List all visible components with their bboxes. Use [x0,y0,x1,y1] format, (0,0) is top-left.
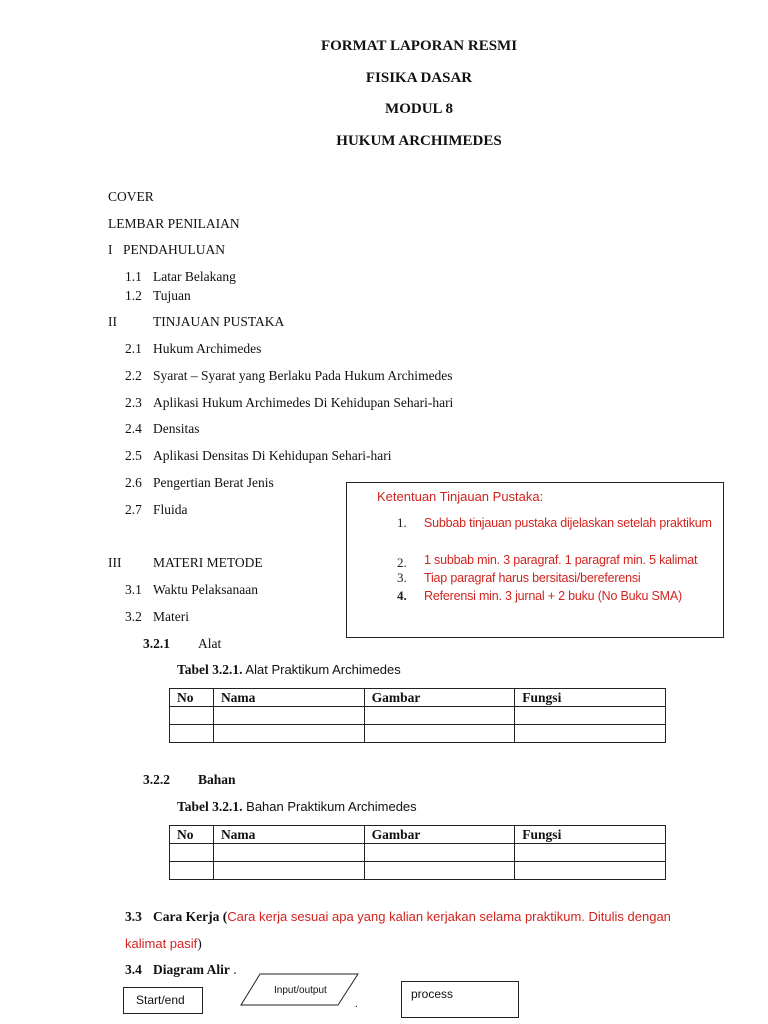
outline-1-1-num: 1.1 [125,269,142,284]
outline-section-3-num: III [108,555,122,570]
outline-2-4-num: 2.4 [125,421,142,436]
table-cell[interactable] [213,862,364,880]
outline-2-7-num: 2.7 [125,502,142,517]
table-header-gambar: Gambar [364,689,515,707]
module-title: MODUL 8 [385,101,453,117]
outline-1-2-label: Tujuan [153,288,191,303]
outline-section-2-label: TINJAUAN PUSTAKA [153,314,285,329]
note-item-number: 4. [397,588,407,603]
outline-3-4-line [153,962,237,978]
outline-2-3-num: 2.3 [125,395,142,410]
note-item-text: Tiap paragraf harus bersitasi/bereferensi [424,571,641,585]
outline-2-5-num: 2.5 [125,448,142,463]
cara-kerja-note-line1: Cara kerja sesuai apa yang kalian kerjakan selama praktikum. Ditulis dengan [227,909,671,924]
table-cell[interactable] [213,844,364,862]
outline-section-2-num: II [108,314,117,329]
flow-input-output-label: Input/output [274,985,327,996]
note-item-text: Referensi min. 3 jurnal + 2 buku (No Buku SMA) [424,589,682,603]
note-item-number: 1. [397,515,407,530]
table-alat [169,688,666,743]
outline-2-6-label: Pengertian Berat Jenis [153,475,274,490]
doc-title: FORMAT LAPORAN RESMI [320,38,518,54]
table-cell[interactable] [515,844,666,862]
table-row [170,862,666,880]
table-header-nama: Nama [213,826,364,844]
outline-3-3-label: Cara Kerja [153,909,220,924]
table-row [170,707,666,725]
outline-2-1-num: 2.1 [125,341,142,356]
table-cell[interactable] [213,725,364,743]
outline-3-2-num: 3.2 [125,609,142,624]
outline-3-3-line2 [125,936,202,952]
outline-2-2-label: Syarat – Syarat yang Berlaku Pada Hukum Archimedes [153,368,453,383]
table-header-row [170,689,666,707]
table-cell[interactable] [364,707,515,725]
table-header-no: No [170,826,214,844]
table-alat-caption [177,662,401,678]
table-cell[interactable] [170,707,214,725]
flow-start-end-shape[interactable] [123,987,203,1014]
paren-open: ( [222,909,228,924]
outline-section-1-num: I [108,242,113,257]
note-item-text: Subbab tinjauan pustaka dijelaskan setelah praktikum [424,516,712,530]
flow-process-label: process [411,987,454,1001]
outline-3-1-num: 3.1 [125,582,142,597]
outline-2-7-label: Fluida [153,502,188,517]
table-bahan-caption-label: Tabel 3.2.1. [177,799,243,814]
table-cell[interactable] [364,725,515,743]
table-row [170,725,666,743]
table-bahan [169,825,666,880]
outline-1-1-label: Latar Belakang [153,269,236,284]
table-cell[interactable] [515,707,666,725]
table-header-nama: Nama [213,689,364,707]
outline-3-2-1-label: Alat [198,636,222,651]
outline-3-3-line [153,909,671,925]
outline-3-4-num: 3.4 [125,962,142,977]
outline-section-1-label: PENDAHULUAN [123,242,225,257]
table-cell[interactable] [515,725,666,743]
outline-2-3-label: Aplikasi Hukum Archimedes Di Kehidupan Sehari-hari [153,395,454,410]
table-header-row [170,826,666,844]
table-alat-caption-text: Alat Praktikum Archimedes [242,662,401,677]
flow-start-end-label: Start/end [136,993,185,1007]
outline-3-2-2-label: Bahan [198,772,236,787]
flow-process-shape[interactable] [401,981,519,1018]
table-cell[interactable] [213,707,364,725]
outline-3-2-1-num: 3.2.1 [143,636,170,651]
outline-3-3-num: 3.3 [125,909,142,924]
table-cell[interactable] [515,862,666,880]
table-cell[interactable] [170,725,214,743]
outline-3-2-label: Materi [153,609,189,624]
note-header: Ketentuan Tinjauan Pustaka: [377,489,544,504]
outline-3-1-label: Waktu Pelaksanaan [153,582,259,597]
paren-close: ) [197,936,202,951]
table-cell[interactable] [170,844,214,862]
outline-2-1-label: Hukum Archimedes [153,341,262,356]
outline-3-2-2-num: 3.2.2 [143,772,170,787]
note-item-text: 1 subbab min. 3 paragraf. 1 paragraf min. 5 kalimat [424,553,698,567]
table-cell[interactable] [364,862,515,880]
note-item-number: 3. [397,570,407,585]
table-header-no: No [170,689,214,707]
table-cell[interactable] [364,844,515,862]
outline-2-4-label: Densitas [153,421,200,436]
outline-2-2-num: 2.2 [125,368,142,383]
outline-lembar-penilaian: LEMBAR PENILAIAN [108,216,240,231]
course-title: FISIKA DASAR [365,70,473,86]
outline-cover: COVER [108,189,154,204]
table-cell[interactable] [170,862,214,880]
tinjauan-pustaka-note [346,482,724,638]
note-item-number: 2. [397,555,407,570]
outline-3-4-suffix: . [233,962,237,977]
table-row [170,844,666,862]
outline-section-3-label: MATERI METODE [153,555,263,570]
outline-2-5-label: Aplikasi Densitas Di Kehidupan Sehari-hari [153,448,392,463]
outline-3-4-label: Diagram Alir [153,962,230,977]
table-bahan-caption [177,799,417,815]
table-header-fungsi: Fungsi [515,689,666,707]
cara-kerja-note-line2: kalimat pasif [125,936,198,951]
topic-title: HUKUM ARCHIMEDES [336,133,502,149]
flow-dot: . [355,998,358,1010]
table-alat-caption-label: Tabel 3.2.1. [177,662,243,677]
table-header-fungsi: Fungsi [515,826,666,844]
table-header-gambar: Gambar [364,826,515,844]
outline-1-2-num: 1.2 [125,288,142,303]
table-bahan-caption-text: Bahan Praktikum Archimedes [242,799,417,814]
outline-2-6-num: 2.6 [125,475,142,490]
